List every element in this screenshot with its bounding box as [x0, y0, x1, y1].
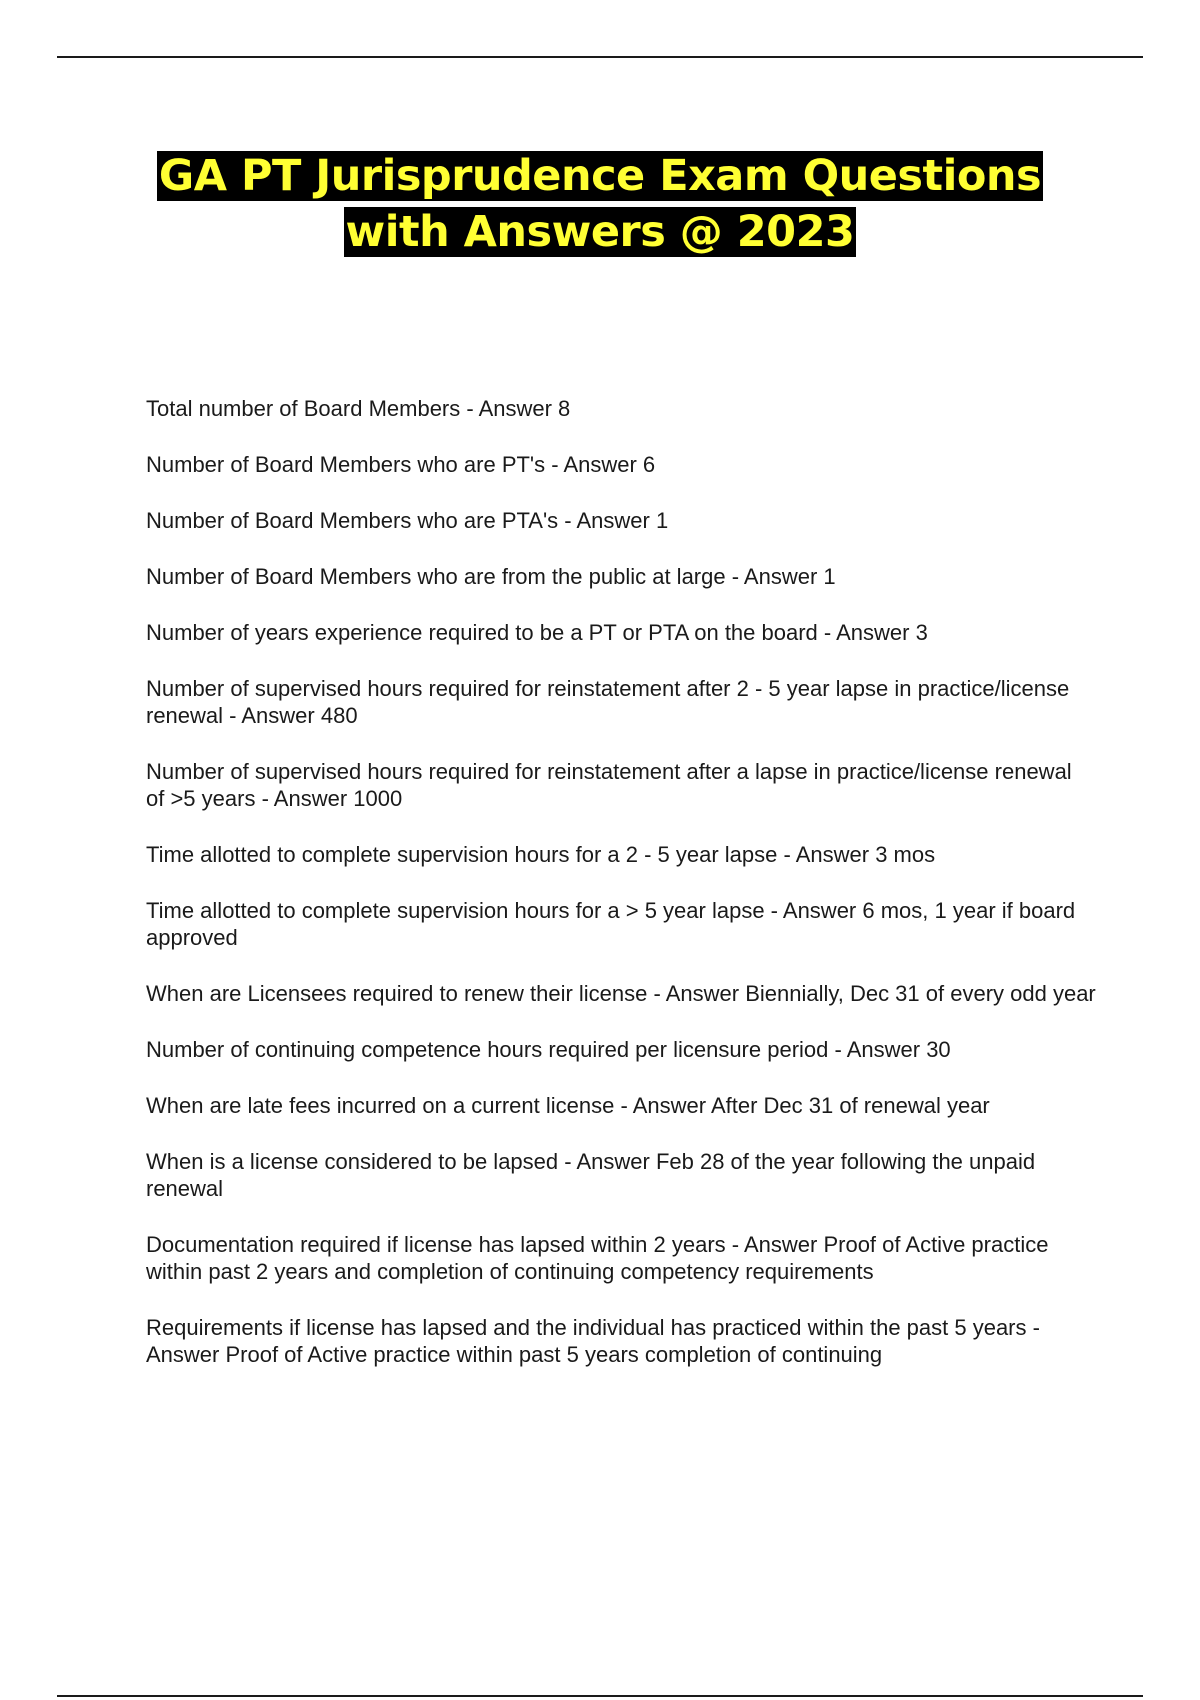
qa-item-4: Number of Board Members who are from the public at large - Answer 1	[146, 564, 836, 589]
qa-item-1: Total number of Board Members - Answer 8	[146, 396, 571, 421]
qa-item-9: Time allotted to complete supervision hours for a > 5 year lapse - Answer 6 mos, 1 year if board approved	[146, 898, 1076, 950]
qa-item-10: When are Licensees required to renew their license - Answer Biennially, Dec 31 of every odd year	[146, 981, 1096, 1006]
qa-item-11: Number of continuing competence hours required per licensure period - Answer 30	[146, 1037, 951, 1062]
top-divider	[57, 56, 1143, 58]
qa-item-8: Time allotted to complete supervision hours for a 2 - 5 year lapse - Answer 3 mos	[146, 842, 936, 867]
qa-item-13: When is a license considered to be lapsed - Answer Feb 28 of the year following the unpaid renewal	[146, 1149, 1036, 1201]
question-answer-list	[146, 395, 1096, 1397]
qa-item-7: Number of supervised hours required for reinstatement after a lapse in practice/license renewal of >5 years - Answer 1000	[146, 759, 1072, 811]
title-line-2: with Answers @ 2023	[345, 207, 855, 257]
qa-item-5: Number of years experience required to be a PT or PTA on the board - Answer 3	[146, 620, 928, 645]
page-title	[0, 148, 1200, 260]
qa-item-3: Number of Board Members who are PTA's - Answer 1	[146, 508, 669, 533]
qa-item-6: Number of supervised hours required for reinstatement after 2 - 5 year lapse in practice/license renewal - Answer 480	[146, 676, 1070, 728]
qa-item-12: When are late fees incurred on a current license - Answer After Dec 31 of renewal year	[146, 1093, 990, 1118]
qa-item-15: Requirements if license has lapsed and the individual has practiced within the past 5 years - Answer Proof of Active practice within past 5 years completion of continuing	[146, 1315, 1040, 1367]
qa-item-14: Documentation required if license has lapsed within 2 years - Answer Proof of Active practice within past 2 years and completion of continuing competency requirements	[146, 1232, 1049, 1284]
bottom-divider	[57, 1695, 1143, 1697]
qa-item-2: Number of Board Members who are PT's - Answer 6	[146, 452, 656, 477]
title-line-1: GA PT Jurisprudence Exam Questions	[158, 151, 1042, 201]
